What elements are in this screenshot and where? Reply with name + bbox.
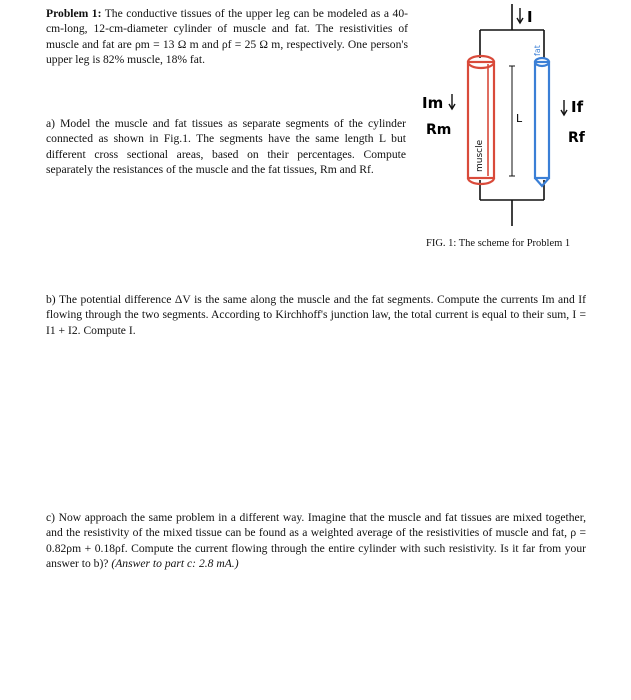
fat-resistance-label: Rf [568,130,585,146]
part-c [46,510,586,572]
part-b: b) The potential difference ΔV is the same along the muscle and the fat segments. Compute the currents Im and If flowing through the two segments. According to Kirchhoff's junction law, the total current is equal to their sum, I = I1 + I2. Compute I. [46,293,586,337]
fat-current-label: If [571,98,584,116]
circuit-figure [416,0,616,232]
length-label: L [516,112,523,125]
part-a: a) Model the muscle and fat tissues as separate segments of the cylinder connected as shown in Fig.1. The segments have the same length L but different cross sectional areas, based on their percentages. Compute separately the resistances of the muscle and the fat tissues, Rm and Rf. [46,117,406,177]
problem-intro [46,6,408,68]
current-label: I [527,8,533,26]
muscle-cylinder [468,56,494,184]
problem-heading: Problem 1: [46,7,102,20]
intro-text: The conductive tissues of the upper leg can be modeled as a 40-cm-long, 12-cm-diameter cylinder of muscle and fat. The resistivities of muscle and fat are ρm = 13 Ω m and ρf = 25 Ω m, respectively. One person's upper leg is 82% muscle, 18% fat. [46,7,408,67]
fat-label: fat [533,45,542,56]
fat-cylinder [533,45,549,186]
muscle-current-label: Im [422,94,444,112]
muscle-resistance-label: Rm [426,122,452,138]
part-c-answer: (Answer to part c: 2.8 mA.) [111,557,239,571]
muscle-label: muscle [475,139,485,172]
part-c-text: c) Now approach the same problem in a different way. Imagine that the muscle and fat tissues are mixed together, and the resistivity of the mixed tissue can be found as a weighted average of the resistivities of muscle and fat, ρ = 0.82ρm + 0.18ρf. Compute the current flowing through the entire cylinder with such resistivity. Is it far from your answer to b)? [46,511,586,571]
figure-caption: FIG. 1: The scheme for Problem 1 [426,238,571,249]
